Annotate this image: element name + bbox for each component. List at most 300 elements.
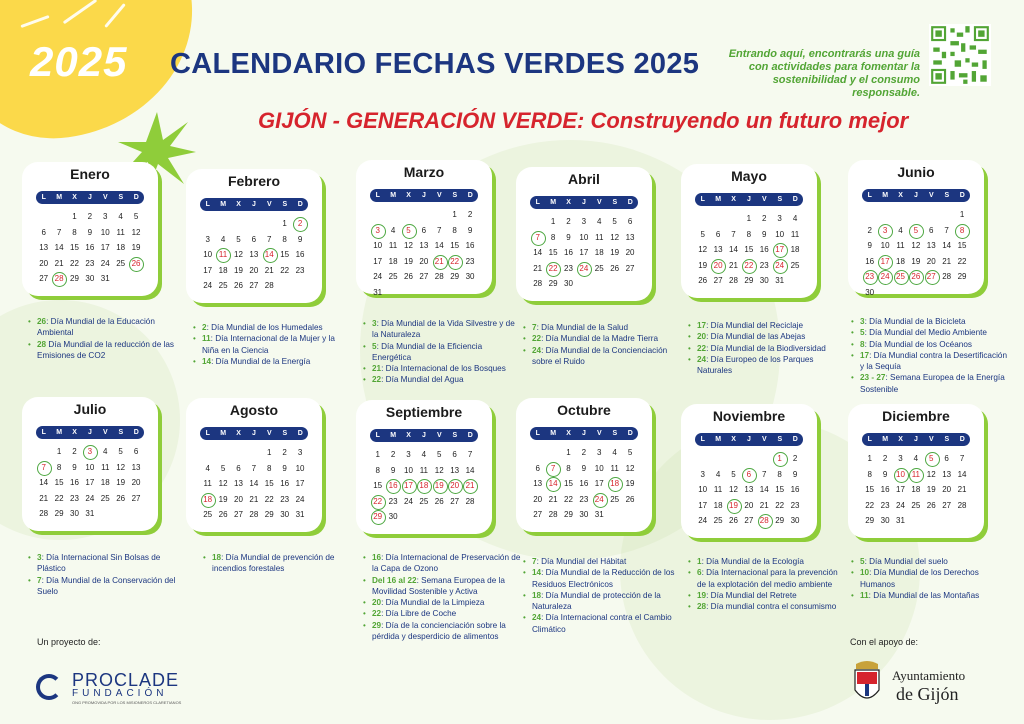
qr-caption: Entrando aquí, encontrarás una guía con actividades para fomentar la sostenibilidad y el consumo responsable. [728,48,920,99]
day-cell: 28 [249,510,259,519]
day-cell-highlighted: 17 [877,254,892,270]
day-cell: 8 [867,469,872,479]
day-cell: 23 [295,265,305,275]
bullet-icon: • [28,575,31,585]
day-grid [370,207,478,300]
weekday-label: S [777,436,783,443]
day-cell: 2 [762,214,767,223]
weekday-label: L [205,201,210,208]
note-item [851,350,1009,373]
day-empty [726,211,741,227]
note-description: : Día mundial contra el consumismo [706,602,837,612]
note-description: : Día Mundial de la Bicicleta [864,317,966,326]
day-cell: 2 [882,454,888,463]
day-cell: 15 [548,248,558,257]
note-item [851,327,1009,338]
month-card-febrero [186,169,322,303]
day-cell-highlighted: 5 [401,223,416,239]
day-cell: 3 [406,450,411,459]
note-description: : Día Mundial de la Limpieza [381,598,485,608]
day-cell: 24 [404,496,413,506]
day-cell: 17 [85,478,95,487]
day-cell: 12 [234,250,243,259]
weekday-label: M [882,192,889,199]
day-cell-highlighted: 25 [893,269,908,285]
day-cell: 12 [218,479,228,488]
month-name: Septiembre [385,404,463,420]
day-cell: 4 [205,463,210,473]
day-cell: 26 [625,494,635,504]
day-cell: 13 [39,243,49,252]
day-cell: 9 [72,462,77,472]
day-cell: 7 [731,229,736,239]
weekday-label: D [627,430,633,437]
month-card-noviembre [681,404,817,538]
gijon-crest-icon [852,660,882,706]
weekday-header [695,193,803,206]
bullet-icon: • [851,590,854,600]
bullet-icon: • [28,553,31,562]
day-cell: 17 [100,243,110,252]
day-cell: 25 [388,272,398,281]
day-grid [695,451,803,529]
day-cell: 19 [131,243,141,252]
day-cell: 25 [419,496,429,506]
day-cell-highlighted: 26 [908,269,923,285]
note-text [37,575,186,598]
note-date: 20 [697,332,707,342]
day-cell-highlighted: 22 [741,258,756,274]
note-date: 14 [202,356,212,366]
note-description: : Día Mundial de la Energía [211,356,311,366]
note-description: : Día Mundial de las Montañas [868,590,980,600]
weekday-label: S [118,194,124,201]
note-text [860,590,979,601]
note-item [688,590,846,601]
weekday-label: D [133,429,139,436]
day-cell: 7 [56,227,62,237]
day-cell: 15 [744,245,754,254]
day-cell: 20 [744,500,754,510]
bullet-icon: • [363,620,366,630]
day-cell: 20 [926,256,936,266]
day-cell: 14 [729,245,738,254]
month-notes-marzo [363,318,521,386]
support-label: Con el apoyo de: [850,637,919,647]
note-date: 11 [860,590,869,600]
note-item [363,341,521,364]
note-item [523,612,681,635]
day-empty [710,451,725,467]
day-cell: 23 [465,256,475,266]
month-notes-enero [28,316,186,361]
note-date: 5 [860,328,865,338]
day-cell: 16 [865,256,875,266]
day-cell-highlighted: 8 [954,223,969,239]
day-cell: 14 [249,479,259,488]
note-description: : Día Mundial del Reciclaje [706,321,804,330]
day-cell: 11 [101,462,110,472]
day-cell-highlighted: 18 [416,478,431,494]
day-empty [385,207,400,223]
note-description: : Día Libre de Coche [381,609,457,619]
project-label: Un proyecto de: [37,637,101,647]
weekday-label: S [282,201,288,208]
note-description: : Semana Europea de la Movilidad Sostenible y Activa [372,575,505,596]
day-cell: 13 [234,479,243,488]
day-cell: 27 [744,516,754,525]
weekday-label: X [236,201,241,208]
day-empty [726,451,741,467]
day-cell: 25 [116,258,126,268]
note-text [697,320,803,331]
day-cell: 8 [566,463,571,473]
note-date: 28 [37,339,47,349]
day-cell: 22 [264,494,274,504]
day-cell: 1 [452,210,457,219]
day-cell-highlighted: 21 [432,254,447,270]
note-description: : Día de la concienciación sobre la pérdida y desperdicio de alimentos [372,620,506,642]
weekday-label: X [406,192,411,199]
note-date: 5 [372,341,377,351]
note-text [532,345,681,368]
note-item [523,333,681,344]
day-cell-highlighted: 11 [215,247,230,263]
day-cell: 19 [911,256,921,266]
day-cell: 14 [957,469,967,479]
day-cell: 9 [297,234,303,244]
note-date: 2 [202,323,207,332]
day-empty [416,207,431,223]
day-empty [36,209,51,225]
month-notes-diciembre [851,556,1009,601]
note-item [28,575,186,598]
day-cell: 22 [865,500,875,510]
day-cell: 31 [896,516,905,525]
note-text [860,372,1009,395]
day-empty [530,445,545,461]
day-cell: 11 [419,465,429,475]
note-item [363,608,521,619]
note-item [688,343,846,354]
day-cell: 10 [579,232,589,242]
month-name: Enero [70,166,110,182]
weekday-label: L [375,192,380,199]
weekday-label: V [103,429,108,436]
note-date: 20 [372,598,382,608]
note-date: 11 [202,334,211,344]
month-card-abril [516,167,652,301]
day-cell: 17 [203,265,213,275]
weekday-label: M [390,432,397,439]
day-cell: 2 [390,450,396,459]
day-cell: 1 [550,217,556,226]
day-empty [231,445,246,461]
page-subtitle: GIJÓN - GENERACIÓN VERDE: Construyendo un futuro mejor [258,108,909,133]
day-cell: 27 [450,496,460,506]
day-cell: 4 [220,234,226,244]
weekday-label: J [582,430,586,437]
bullet-icon: • [851,373,854,383]
weekday-label: J [88,429,92,436]
day-cell-highlighted: 16 [385,478,400,494]
day-empty [215,216,230,232]
weekday-label: L [205,430,210,437]
day-cell: 12 [625,463,635,473]
day-cell: 15 [264,479,274,488]
day-grid [530,445,638,523]
note-date: 17 [697,321,707,330]
month-card-octubre [516,398,652,532]
note-date: 10 [860,568,870,578]
note-text [860,556,948,567]
day-cell: 14 [465,465,475,475]
day-cell: 6 [929,225,934,235]
bullet-icon: • [523,345,526,355]
note-text [532,333,658,344]
day-cell: 19 [625,479,635,488]
weekday-label: X [731,196,736,203]
day-cell: 14 [942,241,952,250]
day-grid [200,445,308,523]
day-cell-highlighted: 7 [530,230,545,246]
day-cell: 18 [116,243,126,252]
note-description: : Día Internacional para la prevención de la explotación del medio ambiente [697,568,838,589]
note-description: : Día Mundial del Retrete [706,590,797,600]
day-cell: 6 [421,225,427,235]
note-item [363,597,521,608]
day-cell: 24 [896,500,905,510]
day-cell-highlighted: 18 [607,476,622,492]
bullet-icon: • [363,341,366,351]
weekday-label: X [566,430,571,437]
day-cell: 15 [450,241,460,250]
day-cell: 11 [116,227,125,237]
day-cell: 18 [911,485,921,494]
day-cell: 3 [597,448,602,457]
day-cell: 11 [610,463,619,473]
day-cell-highlighted: 19 [432,478,447,494]
day-empty [757,451,772,467]
day-cell: 2 [566,217,571,226]
day-cell: 3 [581,217,587,226]
day-cell: 10 [404,465,413,475]
weekday-label: V [267,201,272,208]
weekday-label: S [612,199,618,206]
day-cell: 14 [39,478,49,487]
day-cell: 13 [533,479,543,488]
day-cell: 4 [421,450,427,459]
note-text [372,552,521,575]
note-description: : Día Mundial de la Vida Silvestre y de la Naturaleza [372,319,515,340]
day-cell: 13 [926,241,936,250]
weekday-label: V [597,199,602,206]
day-empty [545,445,560,461]
day-cell-highlighted: 10 [893,467,908,483]
note-text [37,552,186,575]
note-date: 22 [372,609,382,619]
day-cell-highlighted: 28 [757,513,772,529]
note-date: 19 [697,590,707,600]
day-cell: 30 [790,516,800,525]
note-description: : Día Internacional de los Bosques [381,364,506,374]
note-description: : Día Mundial de las Abejas [706,332,806,342]
weekday-label: J [914,192,918,199]
weekday-label: J [422,432,426,439]
note-item [688,567,846,590]
weekday-label: J [252,430,256,437]
weekday-label: V [437,192,442,199]
note-item [363,620,521,643]
note-description: : Día Mundial de la Concienciación sobre el Ruido [532,345,668,366]
day-cell: 7 [437,225,442,235]
note-description: : Día Internacional Sin Bolsas de Plástico [37,553,161,574]
weekday-label: D [467,192,473,199]
day-cell: 4 [390,225,396,235]
bullet-icon: • [363,319,366,328]
day-cell: 4 [118,212,123,221]
note-text [697,343,826,354]
note-date: 14 [532,568,542,578]
day-cell: 26 [926,500,936,510]
day-cell: 7 [944,225,949,235]
day-cell: 16 [759,245,769,254]
note-description: : Día Europeo de los Parques Naturales [697,354,814,376]
day-cell: 21 [54,258,64,268]
note-date: 7 [532,323,537,332]
qr-code-icon[interactable] [929,24,991,86]
day-cell: 7 [251,463,257,473]
note-description: : Día Mundial de protección de la Naturaleza [532,590,661,612]
day-cell: 23 [388,496,398,506]
day-cell: 30 [865,287,875,297]
note-item [688,354,846,377]
note-description: : Día Mundial de los Humedales [206,323,323,332]
day-cell-highlighted: 3 [877,223,892,239]
day-cell: 11 [595,232,604,242]
note-text [212,552,361,575]
day-grid [862,207,970,300]
note-text [697,331,805,342]
note-text [372,608,456,619]
weekday-label: M [715,196,722,203]
day-cell: 8 [282,234,287,244]
month-notes-agosto [203,552,361,575]
day-cell-highlighted: 19 [726,498,741,514]
weekday-label: L [700,196,705,203]
day-cell: 10 [880,241,890,250]
note-item [688,601,846,612]
day-cell: 30 [880,516,890,525]
day-cell: 23 [790,500,800,510]
day-cell: 12 [116,462,126,472]
note-text [697,601,836,612]
day-cell: 31 [775,276,785,285]
bullet-icon: • [851,339,854,349]
day-cell: 23 [759,260,769,270]
day-cell: 26 [698,276,708,285]
month-name: Abril [568,171,600,187]
weekday-label: L [535,430,540,437]
weekday-label: J [252,201,256,208]
day-cell: 27 [713,276,723,285]
day-cell-highlighted: 20 [710,258,725,274]
day-cell: 23 [280,494,290,504]
day-empty [908,207,923,223]
bullet-icon: • [363,575,366,585]
day-cell: 13 [625,232,635,242]
note-description: : Día Mundial de los Océanos [864,339,972,349]
day-cell: 20 [419,256,429,266]
day-cell: 10 [775,229,785,239]
day-cell: 5 [731,469,736,479]
weekday-label: D [133,194,139,201]
day-cell: 20 [39,258,49,268]
weekday-label: X [731,436,736,443]
note-item [523,567,681,590]
day-cell: 16 [465,241,475,250]
day-cell: 28 [264,281,274,290]
day-cell: 25 [911,500,921,510]
note-item [193,333,351,356]
day-cell: 29 [957,272,967,281]
day-empty [893,207,908,223]
bullet-icon: • [523,334,526,344]
day-cell: 4 [792,214,798,223]
day-cell: 9 [762,229,767,239]
day-cell: 1 [375,450,380,459]
note-description: : Día Mundial de la Eficiencia Energética [372,341,483,362]
day-cell: 8 [452,225,457,235]
proclade-logo-tagline: ONG PROMOVIDA POR LOS MISIONEROS CLARETIANOS [72,700,182,705]
day-cell: 13 [450,465,460,475]
note-description: : Día Internacional contra el Cambio Climático [532,613,672,634]
weekday-label: M [550,430,557,437]
bullet-icon: • [193,356,196,366]
note-description: : Semana Europea de la Energía Sostenible [860,373,1005,394]
month-notes-abril [523,322,681,367]
day-cell: 25 [610,494,620,504]
day-cell: 10 [295,463,305,473]
weekday-label: V [762,436,767,443]
day-cell: 18 [790,245,800,254]
day-cell: 23 [564,263,573,273]
month-card-septiembre [356,400,492,534]
day-cell-highlighted: 23 [862,269,877,285]
note-date: 22 [697,343,707,353]
day-grid [36,209,144,287]
note-item [851,567,1009,590]
day-cell: 5 [118,447,123,456]
note-text [697,354,846,377]
note-text [202,356,310,367]
day-cell: 7 [762,469,767,479]
page-title: CALENDARIO FECHAS VERDES 2025 [170,48,700,80]
day-cell: 18 [388,256,398,266]
day-empty [215,445,230,461]
proclade-logo-icon [36,674,62,700]
note-item [363,552,521,575]
day-empty [862,207,877,223]
day-cell: 3 [103,212,108,221]
day-cell: 28 [548,510,558,519]
weekday-label: V [267,430,272,437]
note-text [860,350,1009,373]
day-cell: 3 [898,454,903,463]
bullet-icon: • [688,354,691,364]
day-cell: 16 [295,250,305,259]
day-empty [877,207,892,223]
